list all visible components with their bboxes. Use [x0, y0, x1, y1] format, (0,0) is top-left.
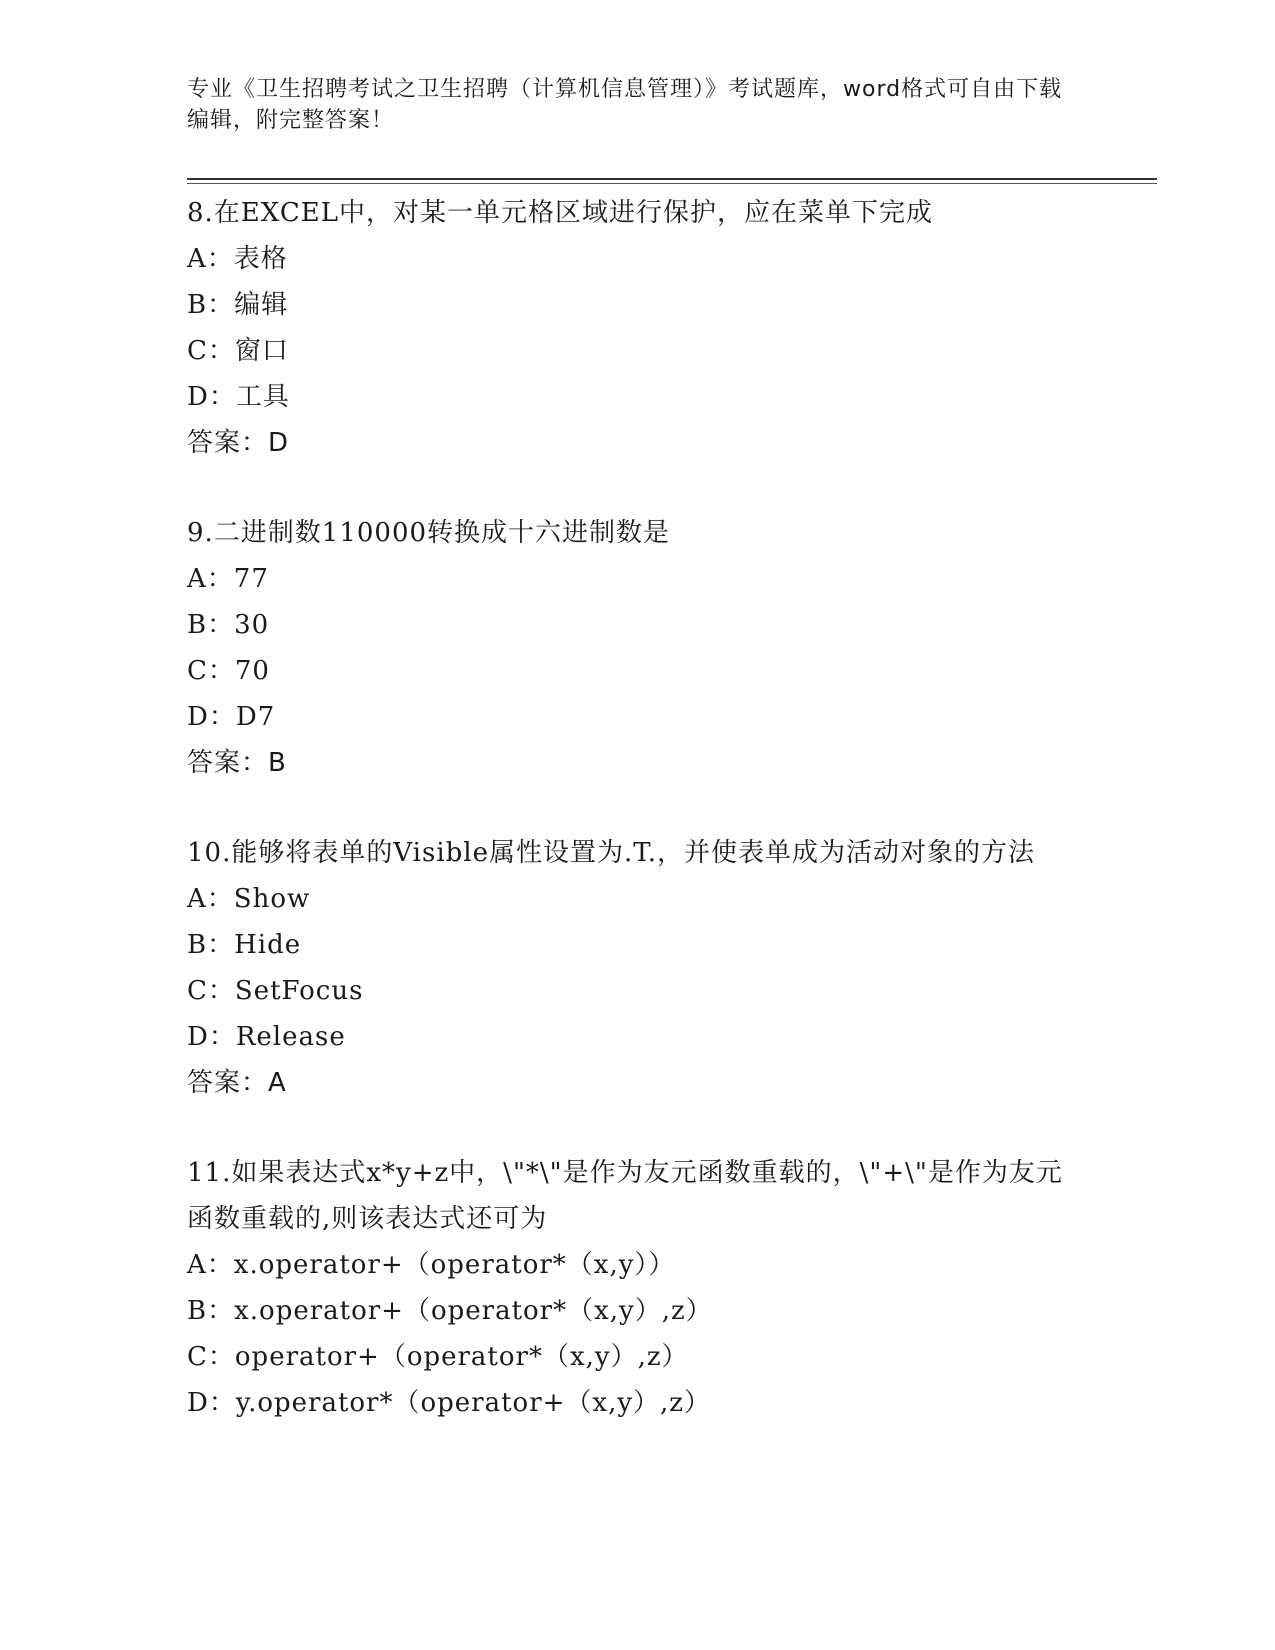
- option-a: A：77: [187, 564, 269, 594]
- option-b: B：编辑: [187, 290, 289, 320]
- option-a: A：x.operator+（operator*（x,y））: [187, 1250, 676, 1280]
- question-9: [187, 510, 1087, 786]
- option-b: B：x.operator+（operator*（x,y）,z）: [187, 1296, 713, 1326]
- divider-line: [187, 178, 1157, 180]
- option-b: B：Hide: [187, 930, 302, 960]
- question-stem: 9.二进制数110000转换成十六进制数是: [187, 518, 671, 548]
- document-description: 专业《卫生招聘考试之卫生招聘（计算机信息管理）》考试题库，word格式可自由下载编辑，附完整答案！: [187, 77, 1063, 133]
- option-a: A：表格: [187, 244, 288, 274]
- question-stem: 11.如果表达式x*y+z中，\"*\"是作为友元函数重载的，\"+\"是作为友元函数重载的,则该表达式还可为: [187, 1158, 1063, 1234]
- option-d: D：工具: [187, 382, 290, 412]
- question-stem: 8.在EXCEL中，对某一单元格区域进行保护，应在菜单下完成: [187, 198, 933, 228]
- answer-label: 答案：A: [187, 1068, 287, 1098]
- question-11: [187, 1150, 1087, 1426]
- question-10: [187, 830, 1087, 1106]
- question-stem: 10.能够将表单的Visible属性设置为.T.，并使表单成为活动对象的方法: [187, 838, 1036, 868]
- option-c: C：SetFocus: [187, 976, 364, 1006]
- question-list: [187, 190, 1087, 1470]
- answer-label: 答案：D: [187, 428, 290, 458]
- document-page: [187, 0, 1157, 1650]
- answer-label: 答案：B: [187, 748, 287, 778]
- option-d: D：y.operator*（operator+（x,y）,z）: [187, 1388, 711, 1418]
- option-a: A：Show: [187, 884, 311, 914]
- divider-line-secondary: [187, 183, 1157, 184]
- option-c: C：窗口: [187, 336, 289, 366]
- option-d: D：Release: [187, 1022, 346, 1052]
- option-b: B：30: [187, 610, 270, 640]
- option-c: C：70: [187, 656, 270, 686]
- question-8: [187, 190, 1087, 466]
- option-c: C：operator+（operator*（x,y）,z）: [187, 1342, 689, 1372]
- option-d: D：D7: [187, 702, 276, 732]
